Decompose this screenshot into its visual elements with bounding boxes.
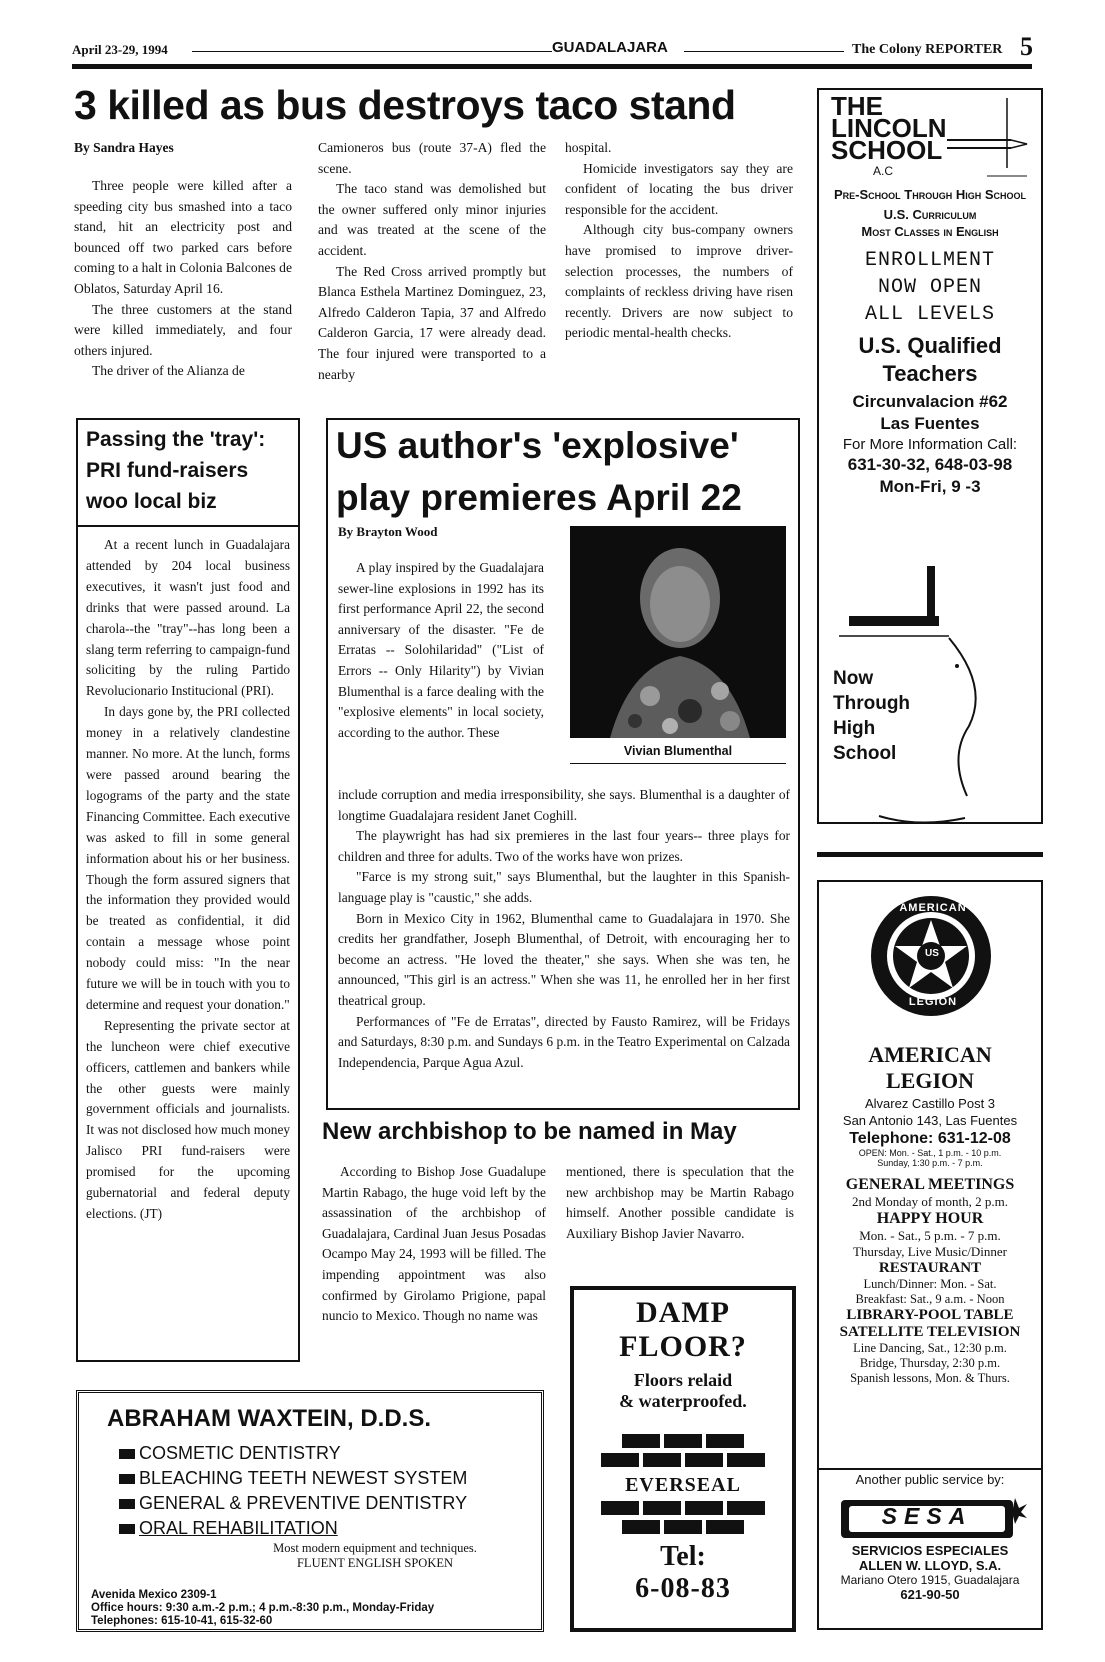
waxtein-service-item: BLEACHING TEETH NEWEST SYSTEM — [119, 1466, 541, 1491]
legion-phone: Telephone: 631-12-08 — [849, 1130, 1011, 1147]
legion-address: San Antonio 143, Las Fuentes — [842, 1113, 1018, 1128]
play-headline: US author's 'explosive' play premieres April 22 — [336, 425, 742, 518]
lincoln-address-2: Las Fuentes — [880, 413, 980, 433]
legion-restaurant: RESTAURANT — [878, 1260, 982, 1276]
legion-happy-when: Mon. - Sat., 5 p.m. - 7 p.m. — [859, 1228, 1001, 1243]
damp-line-4: & waterproofed. — [619, 1391, 747, 1411]
everseal-brand: EVERSEAL — [625, 1474, 741, 1496]
seesa-company: ALLEN W. LLOYD, S.A. — [858, 1558, 1002, 1573]
bullet-icon — [119, 1449, 135, 1459]
damp-tel: 6-08-83 — [635, 1573, 731, 1604]
lincoln-phones: 631-30-32, 648-03-98 — [847, 454, 1013, 474]
legion-thursday: Thursday, Live Music/Dinner — [852, 1244, 1008, 1259]
lead-paragraph: The Red Cross arrived promptly but Blanca Esthela Martinez Dominguez, 23, Alfredo Calderon Tapia, 37 and Alfredo Calderon Garcia, 17 were already dead. The four injured were transported to a nearby — [318, 263, 546, 382]
waxtein-ad — [76, 1390, 544, 1632]
archbishop-column-2 — [566, 1162, 794, 1244]
waxtein-address: Avenida Mexico 2309-1 — [91, 1589, 217, 1601]
lead-paragraph: Three people were killed after a speeding city bus smashed into a taco stand, hit an electricity post and bounced off two parked cars before coming to a halt in Colonia Balcones de Oblatos, Saturday April 16. — [74, 178, 292, 296]
emblem-text-top: AMERICAN — [899, 902, 967, 914]
paper-name: The Colony REPORTER — [852, 42, 1003, 57]
play-narrow-column — [338, 558, 544, 743]
legion-spanish: Spanish lessons, Mon. & Thurs. — [850, 1371, 1010, 1385]
lead-headline: 3 killed as bus destroys taco stand — [74, 82, 736, 128]
lincoln-hours: Mon-Fri, 9 -3 — [879, 476, 981, 496]
waxtein-hours: Office hours: 9:30 a.m.-2 p.m.; 4 p.m.-8:30 p.m., Monday-Friday — [91, 1602, 435, 1614]
lead-column-3 — [565, 138, 793, 344]
legion-library: LIBRARY-POOL TABLE — [846, 1307, 1014, 1323]
lead-column-1 — [74, 176, 292, 382]
waxtein-phones: Telephones: 615-10-41, 615-32-60 — [91, 1615, 273, 1627]
lincoln-enroll-2: NOW OPEN — [877, 275, 982, 299]
lead-paragraph: hospital. — [565, 140, 612, 155]
seesa-intro: Another public service by: — [855, 1472, 1005, 1487]
legion-bridge: Bridge, Thursday, 2:30 p.m. — [859, 1356, 1001, 1370]
tray-headline: Passing the 'tray': PRI fund-raisers woo local biz — [86, 428, 266, 513]
play-byline: By Brayton Wood — [338, 524, 438, 539]
damp-line-1: DAMP — [636, 1296, 730, 1329]
play-paragraph: Born in Mexico City in 1962, Blumenthal came to Guadalajara in 1970. She credits her grandfather, Joseph Blumenthal, of Detroit, with encouraging her to become an actress. "He loved the theater," she says. When she was ten, he announced, "This girl is an actress." When she was 11, he enrolled her in her first theatrical group. — [338, 910, 790, 1008]
header-rule-left — [192, 51, 552, 52]
archbishop-paragraph: According to Bishop Jose Guadalupe Martin Rabago, the huge void left by the assassination of the archbishop of Guadalajara, Cardinal Juan Jesus Posadas Ocampo May 24, 1993 will be filled. The impending appointment was also confirmed by Girolamo Prigione, papal nuncio to Mexico. Though no name was — [322, 1164, 546, 1324]
tray-body — [86, 535, 290, 1225]
photo-caption: Vivian Blumenthal — [623, 744, 733, 758]
lead-paragraph: The driver of the Alianza de — [92, 363, 245, 379]
lead-column-2 — [318, 138, 546, 385]
floor-tiles-graphic-lower — [574, 1501, 792, 1539]
logo-lincoln: LINCOLN — [831, 113, 947, 143]
lincoln-enroll-3: ALL LEVELS — [864, 302, 996, 326]
seesa-address: Mariano Otero 1915, Guadalajara — [840, 1573, 1020, 1587]
lincoln-grades: Pre-School Through High School — [833, 187, 1026, 202]
legion-name-2: LEGION — [885, 1068, 975, 1093]
author-photo-image — [570, 526, 786, 738]
waxtein-tagline-2: FLUENT ENGLISH SPOKEN — [296, 1556, 454, 1570]
seesa-phone: 621-90-50 — [900, 1587, 960, 1602]
damp-tel-label: Tel: — [660, 1541, 706, 1572]
lead-byline: By Sandra Hayes — [74, 140, 174, 155]
tagline-through: Through — [833, 693, 911, 714]
bullet-icon — [119, 1499, 135, 1509]
play-paragraph: Performances of "Fe de Erratas", directed by Fausto Ramirez, will be Fridays and Saturdays, 8:30 p.m. and Sundays 6 p.m. in the Teatro Experimental on Calzada Independencia, Parque Agua Azul. — [338, 1013, 790, 1070]
legion-lunch: Lunch/Dinner: Mon. - Sat. — [863, 1277, 997, 1291]
seesa-name: SERVICIOS ESPECIALES — [851, 1543, 1009, 1558]
waxtein-name: ABRAHAM WAXTEIN, D.D.S. — [107, 1405, 431, 1432]
legion-meetings: GENERAL MEETINGS — [845, 1176, 1015, 1193]
damp-line-3: Floors relaid — [633, 1370, 733, 1390]
legion-name-1: AMERICAN — [868, 1042, 992, 1067]
waxtein-service-item: ORAL REHABILITATION — [119, 1516, 541, 1541]
logo-the: THE — [831, 91, 883, 121]
damp-floor-ad — [570, 1286, 796, 1632]
tray-paragraph: At a recent lunch in Guadalajara attended by 204 local business executives, it wasn't just food and drinks that were passed around. La charola--the "tray"--has long been a slang term referring to campaign-fund soliciting by the ruling Partido Revolucionario Institucional (PRI). — [86, 537, 290, 699]
damp-line-2: FLOOR? — [619, 1330, 747, 1363]
lincoln-classes: Most Classes in English — [861, 223, 999, 239]
american-legion-ad — [817, 880, 1043, 1468]
page-number: 5 — [1020, 32, 1033, 61]
bullet-icon — [119, 1524, 135, 1534]
legion-open-2: Sunday, 1:30 p.m. - 7 p.m. — [877, 1158, 983, 1168]
lead-paragraph: The taco stand was demolished but the owner suffered only minor injuries and was treated at the scene of the accident. — [318, 181, 546, 258]
play-wide-column — [338, 785, 790, 1073]
lincoln-school-ad — [817, 88, 1043, 824]
header-thick-rule — [72, 64, 1032, 69]
tray-paragraph: In days gone by, the PRI collected money in a relatively clandestine manner. No more. At the lunch, forms were passed around bearing the logograms of the party and the state Financing Committee. Each executive was asked to fill in some general information about his or her business. Though the form assured signers that the information they provided would be treated as confidential, it did contain a message whose point nobody could miss: "In the near future we will be in touch with you to determine and request your donation." — [86, 704, 290, 1012]
tray-paragraph: Representing the private sector at the luncheon were chief executive officers, cattlemen and bankers while the other guests were mainly government officials and journalists. It was not disclosed how much money Jalisco PRI fund-raisers were promised for the upcoming gubernatorial and federal deputy elections. (JT) — [86, 1017, 290, 1221]
section-name: GUADALAJARA — [552, 39, 668, 56]
legion-happy-hour: HAPPY HOUR — [876, 1210, 984, 1227]
seesa-ad — [817, 1468, 1043, 1630]
seesa-logo: SESA — [881, 1503, 973, 1529]
logo-ac: A.C — [873, 164, 894, 178]
waxtein-service-item: GENERAL & PREVENTIVE DENTISTRY — [119, 1491, 541, 1516]
lincoln-tagline — [833, 666, 910, 766]
waxtein-tagline-1: Most modern equipment and techniques. — [273, 1541, 477, 1555]
play-paragraph: include corruption and media irresponsibility, she says. Blumenthal is a daughter of longtime Guadalajara resident Janet Coghill. — [338, 787, 790, 823]
lincoln-enroll-1: ENROLLMENT — [864, 248, 996, 272]
lead-paragraph: Although city bus-company owners have promised to improve driver-selection processes, the numbers of complaints of reckless driving have risen recently. Drivers are now subject to periodic mental-health checks. — [565, 222, 793, 341]
lincoln-curriculum: U.S. Curriculum — [883, 206, 977, 222]
sidebar-thick-rule — [817, 852, 1043, 857]
lincoln-teachers: U.S. Qualified Teachers — [858, 332, 1002, 386]
legion-post: Alvarez Castillo Post 3 — [864, 1096, 996, 1111]
lincoln-logo — [827, 91, 1037, 184]
tagline-now: Now — [833, 668, 874, 689]
legion-satellite: SATELLITE TELEVISION — [839, 1324, 1021, 1340]
legion-dancing: Line Dancing, Sat., 12:30 p.m. — [853, 1341, 1007, 1355]
archbishop-column-1 — [322, 1162, 546, 1327]
legion-meetings-when: 2nd Monday of month, 2 p.m. — [852, 1194, 1008, 1209]
play-paragraph: A play inspired by the Guadalajara sewer-line explosions in 1992 has its first performance April 22, the second anniversary of the disaster. "Fe de Erratas -- Solohilaridad" ("List of Errors -- Only Hilarity") by Vivian Blumenthal is a farce dealing with the "explosive elements" in local society, according to the author. These — [338, 560, 544, 740]
bullet-icon — [119, 1474, 135, 1484]
pencil-icon — [947, 98, 1037, 178]
archbishop-headline: New archbishop to be named in May — [322, 1118, 737, 1145]
legion-breakfast: Breakfast: Sat., 9 a.m. - Noon — [855, 1292, 1005, 1306]
tray-divider — [78, 525, 298, 527]
play-paragraph: "Farce is my strong suit," says Blumenthal, but the laughter in this Spanish-language play is "caustic," she adds. — [338, 869, 790, 905]
waxtein-services — [119, 1441, 541, 1541]
issue-date: April 23-29, 1994 — [72, 42, 168, 57]
tagline-high: High — [833, 718, 876, 739]
archbishop-paragraph: mentioned, there is speculation that the new archbishop may be Martin Rabago himself. Another possible candidate is Auxiliary Bishop Javier Navarro. — [566, 1164, 794, 1241]
legion-open-1: OPEN: Mon. - Sat., 1 p.m. - 10 p.m. — [858, 1148, 1002, 1158]
lincoln-address-1: Circunvalacion #62 — [852, 391, 1008, 411]
header-rule-right — [684, 51, 844, 52]
floor-tiles-graphic — [574, 1434, 792, 1472]
waxtein-service-item: COSMETIC DENTISTRY — [119, 1441, 541, 1466]
author-photo — [570, 526, 786, 738]
lead-paragraph: Camioneros bus (route 37-A) fled the scene. — [318, 140, 546, 176]
tagline-school: School — [833, 743, 897, 764]
emblem-text-center: US — [925, 948, 939, 959]
lincoln-info: For More Information Call: — [842, 435, 1018, 453]
photo-caption-rule — [570, 763, 786, 764]
tray-story-box — [76, 418, 300, 1362]
lead-paragraph: Homicide investigators say they are confident of locating the bus driver responsible for the accident. — [565, 160, 793, 217]
play-paragraph: The playwright has had six premieres in the last four years-- three plays for children and three for adults. Two of the works have won prizes. — [338, 828, 790, 864]
logo-school: SCHOOL — [831, 135, 943, 165]
lead-paragraph: The three customers at the stand were killed immediately, and four others injured. — [74, 301, 292, 358]
emblem-text-bottom: LEGION — [908, 996, 958, 1008]
